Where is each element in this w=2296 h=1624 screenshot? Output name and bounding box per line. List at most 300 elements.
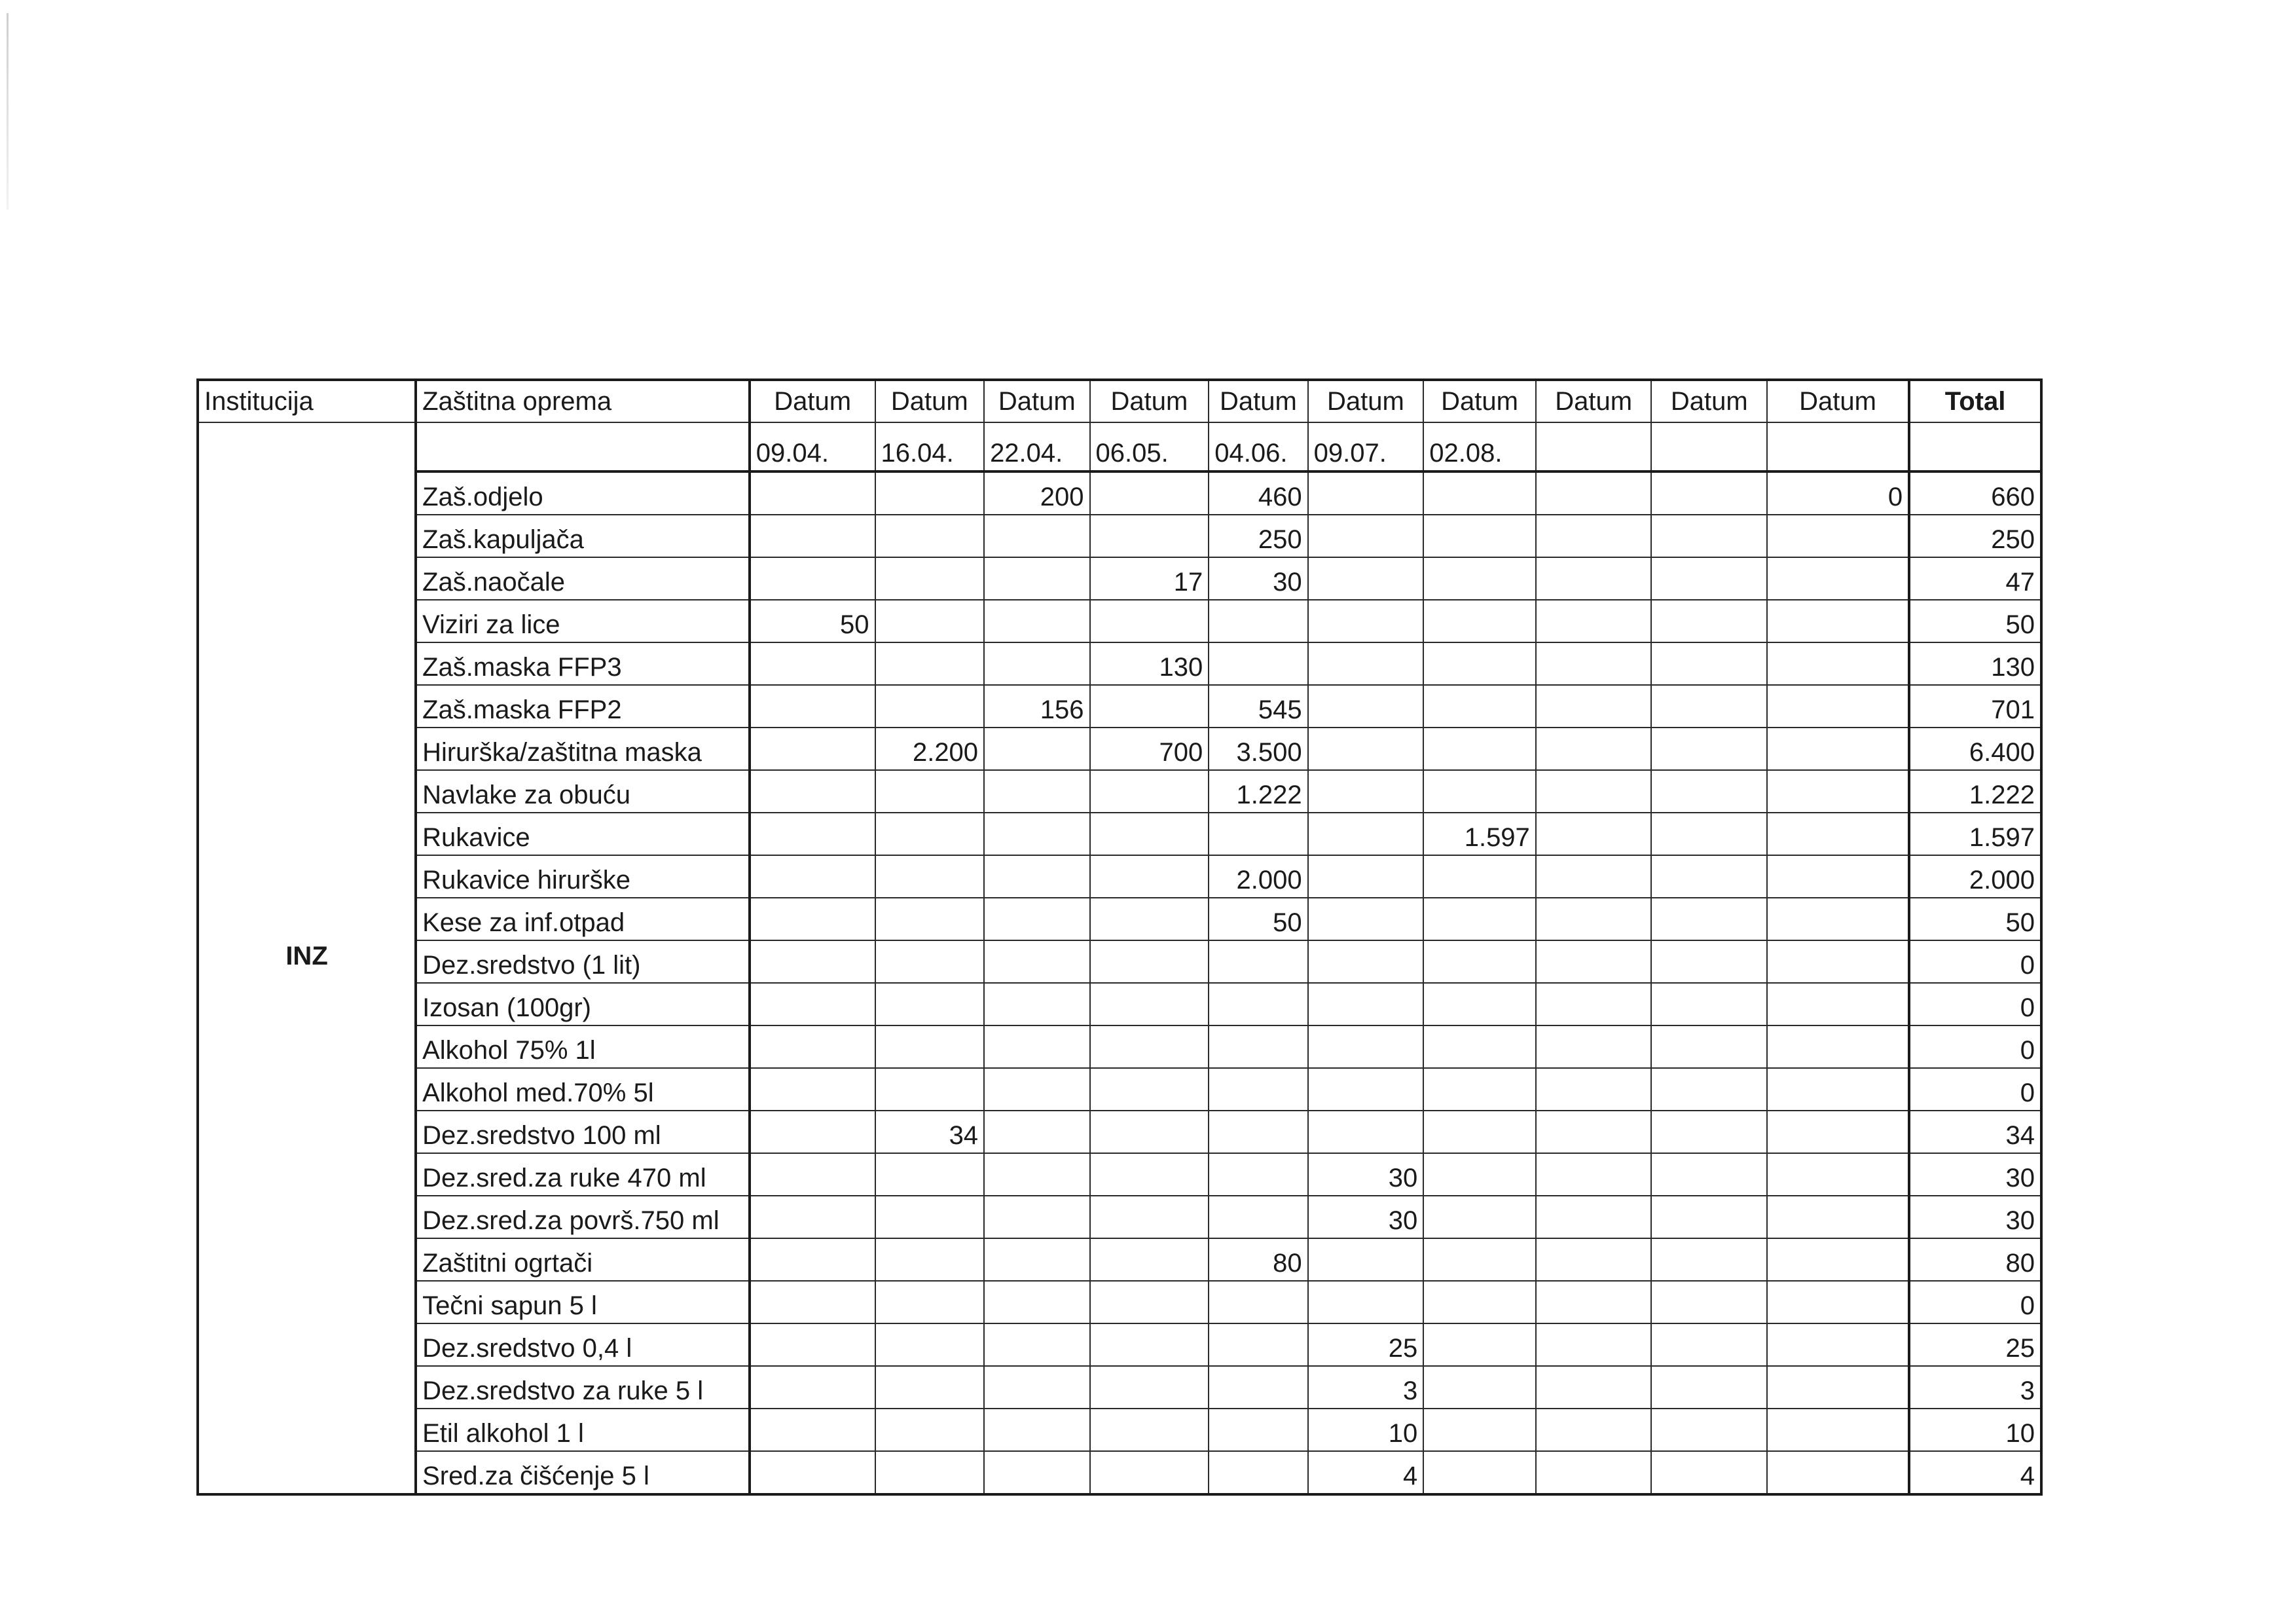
quantity-cell [1536,1238,1652,1281]
total-cell: 3 [1909,1366,2041,1409]
date-header: Datum [1767,380,1909,422]
quantity-cell: 250 [1209,515,1307,557]
item-name: Zaš.odjelo [416,471,750,515]
quantity-cell [1308,813,1424,855]
quantity-cell [1651,1366,1767,1409]
quantity-cell: 2.000 [1209,855,1307,898]
quantity-cell [1651,855,1767,898]
quantity-cell: 156 [984,685,1089,728]
table-row [198,940,2041,983]
quantity-cell [875,1238,985,1281]
quantity-cell [750,1068,875,1111]
item-name: Zaštitni ogrtači [416,1238,750,1281]
quantity-cell [984,1366,1089,1409]
quantity-cell [1536,515,1652,557]
table-row [198,855,2041,898]
quantity-cell [1308,642,1424,685]
quantity-cell [984,1153,1089,1196]
quantity-cell [1423,685,1536,728]
quantity-cell [750,813,875,855]
quantity-cell [1209,1196,1307,1238]
quantity-cell [1090,1366,1209,1409]
date-header: Datum [750,380,875,422]
institution-name: INZ [198,422,416,1494]
quantity-cell [1308,898,1424,940]
quantity-cell [1536,855,1652,898]
quantity-cell: 17 [1090,557,1209,600]
quantity-cell: 700 [1090,728,1209,770]
quantity-cell [1308,770,1424,813]
quantity-cell [1767,557,1909,600]
table-row [198,471,2041,515]
quantity-cell [1423,515,1536,557]
item-name: Alkohol med.70% 5l [416,1068,750,1111]
quantity-cell [1423,600,1536,642]
quantity-cell [1090,898,1209,940]
item-name: Dez.sredstvo 0,4 l [416,1323,750,1366]
quantity-cell [1536,940,1652,983]
quantity-cell [1090,600,1209,642]
item-name: Kese za inf.otpad [416,898,750,940]
quantity-cell: 1.222 [1209,770,1307,813]
quantity-cell [1767,1409,1909,1451]
quantity-cell [1767,898,1909,940]
quantity-cell: 25 [1308,1323,1424,1366]
quantity-cell [1090,855,1209,898]
quantity-cell [1423,728,1536,770]
quantity-cell [750,1281,875,1323]
quantity-cell [750,642,875,685]
table-row [198,1111,2041,1153]
quantity-cell [1767,1366,1909,1409]
quantity-cell [1090,983,1209,1025]
quantity-cell [1308,1111,1424,1153]
table-row [198,983,2041,1025]
quantity-cell [1090,813,1209,855]
quantity-cell [984,1025,1089,1068]
quantity-cell [750,1451,875,1494]
date-header: Datum [1090,380,1209,422]
total-cell: 1.222 [1909,770,2041,813]
quantity-cell [875,940,985,983]
quantity-cell [1090,1153,1209,1196]
quantity-cell: 4 [1308,1451,1424,1494]
equipment-header: Zaštitna oprema [416,380,750,422]
quantity-cell [875,1409,985,1451]
quantity-cell [1767,940,1909,983]
scan-edge-mark [7,13,9,210]
item-name: Rukavice [416,813,750,855]
quantity-cell [875,1281,985,1323]
quantity-cell [1090,1409,1209,1451]
quantity-cell [984,1068,1089,1111]
table-row [198,515,2041,557]
quantity-cell [1090,471,1209,515]
quantity-cell [1651,940,1767,983]
quantity-cell [1651,600,1767,642]
quantity-cell [1767,1323,1909,1366]
total-cell: 30 [1909,1153,2041,1196]
quantity-cell [1308,1281,1424,1323]
date-header: Datum [1536,380,1652,422]
total-cell: 2.000 [1909,855,2041,898]
quantity-cell [1536,1196,1652,1238]
quantity-cell [1308,983,1424,1025]
quantity-cell [875,983,985,1025]
total-cell: 0 [1909,1068,2041,1111]
quantity-cell [1536,728,1652,770]
item-name: Zaš.kapuljača [416,515,750,557]
quantity-cell [1209,1111,1307,1153]
table-row [198,898,2041,940]
table-row [198,1238,2041,1281]
quantity-cell: 1.597 [1423,813,1536,855]
quantity-cell [1209,1323,1307,1366]
quantity-cell [1536,1153,1652,1196]
date-value: 09.04. [750,422,875,471]
quantity-cell [1767,685,1909,728]
table-row [198,1068,2041,1111]
quantity-cell [1767,600,1909,642]
total-cell: 34 [1909,1111,2041,1153]
total-cell: 47 [1909,557,2041,600]
quantity-cell [750,940,875,983]
quantity-cell [1536,600,1652,642]
date-value [1536,422,1652,471]
quantity-cell [1423,898,1536,940]
quantity-cell [875,1025,985,1068]
item-name: Etil alkohol 1 l [416,1409,750,1451]
header-row [198,380,2041,422]
quantity-cell [1308,1238,1424,1281]
quantity-cell [1651,1068,1767,1111]
quantity-cell [750,515,875,557]
quantity-cell: 50 [1209,898,1307,940]
quantity-cell [1651,1153,1767,1196]
quantity-cell [1423,855,1536,898]
quantity-cell [1090,1451,1209,1494]
item-name: Dez.sred.za ruke 470 ml [416,1153,750,1196]
quantity-cell [1308,1068,1424,1111]
quantity-cell [1090,940,1209,983]
quantity-cell [1423,471,1536,515]
quantity-cell [750,1238,875,1281]
total-cell: 10 [1909,1409,2041,1451]
quantity-cell [1767,855,1909,898]
quantity-cell [1090,685,1209,728]
quantity-cell [984,1111,1089,1153]
total-header: Total [1909,380,2041,422]
quantity-cell [1651,557,1767,600]
quantity-cell [1090,1068,1209,1111]
table-row [198,557,2041,600]
date-header: Datum [1308,380,1424,422]
date-value: 22.04. [984,422,1089,471]
quantity-cell [984,515,1089,557]
quantity-cell [1651,983,1767,1025]
quantity-cell [1651,1451,1767,1494]
quantity-cell [984,557,1089,600]
quantity-cell [750,770,875,813]
quantity-cell [1767,1153,1909,1196]
quantity-cell [875,813,985,855]
quantity-cell [1209,1451,1307,1494]
quantity-cell [1536,685,1652,728]
total-cell: 6.400 [1909,728,2041,770]
total-cell: 30 [1909,1196,2041,1238]
quantity-cell [1423,1409,1536,1451]
table-row [198,1366,2041,1409]
date-value: 04.06. [1209,422,1307,471]
item-name: Rukavice hirurške [416,855,750,898]
date-header: Datum [1209,380,1307,422]
quantity-cell [984,855,1089,898]
empty-label-cell [416,422,750,471]
quantity-cell [984,600,1089,642]
quantity-cell [1536,1111,1652,1153]
quantity-cell [1209,1366,1307,1409]
quantity-cell [875,1366,985,1409]
table-row [198,728,2041,770]
quantity-cell [750,1111,875,1153]
total-cell: 130 [1909,642,2041,685]
quantity-cell [984,1196,1089,1238]
date-value: 06.05. [1090,422,1209,471]
quantity-cell [1209,983,1307,1025]
item-name: Dez.sred.za površ.750 ml [416,1196,750,1238]
quantity-cell [1090,1025,1209,1068]
table-row [198,1281,2041,1323]
quantity-cell [1423,770,1536,813]
quantity-cell [875,1451,985,1494]
quantity-cell [1651,515,1767,557]
total-cell: 4 [1909,1451,2041,1494]
quantity-cell [984,1281,1089,1323]
date-value [1651,422,1767,471]
total-cell: 80 [1909,1238,2041,1281]
quantity-cell [1536,1281,1652,1323]
quantity-cell [750,1366,875,1409]
quantity-cell [984,642,1089,685]
empty-total-cell [1909,422,2041,471]
table-row [198,1196,2041,1238]
total-cell: 50 [1909,898,2041,940]
item-name: Viziri za lice [416,600,750,642]
quantity-cell [1308,600,1424,642]
document-sheet [196,378,2043,1496]
dates-row [198,422,2041,471]
table-row [198,1025,2041,1068]
date-value: 09.07. [1308,422,1424,471]
quantity-cell [1090,770,1209,813]
quantity-cell [1651,1238,1767,1281]
item-name: Zaš.maska FFP2 [416,685,750,728]
quantity-cell [1536,898,1652,940]
quantity-cell [1423,1238,1536,1281]
quantity-cell: 50 [750,600,875,642]
quantity-cell [1536,1068,1652,1111]
quantity-cell [1767,1451,1909,1494]
quantity-cell [984,940,1089,983]
quantity-cell [1209,1025,1307,1068]
quantity-cell: 200 [984,471,1089,515]
quantity-cell [750,1409,875,1451]
quantity-cell [750,983,875,1025]
quantity-cell [1308,1025,1424,1068]
quantity-cell [875,770,985,813]
quantity-cell [1308,471,1424,515]
date-value: 02.08. [1423,422,1536,471]
total-cell: 660 [1909,471,2041,515]
date-value: 16.04. [875,422,985,471]
date-value [1767,422,1909,471]
quantity-cell [1209,813,1307,855]
total-cell: 0 [1909,940,2041,983]
quantity-cell [1536,1409,1652,1451]
item-name: Zaš.naočale [416,557,750,600]
item-name: Hirurška/zaštitna maska [416,728,750,770]
quantity-cell [1423,642,1536,685]
table-row [198,600,2041,642]
quantity-cell [1308,557,1424,600]
quantity-cell [1536,1451,1652,1494]
quantity-cell [1209,1281,1307,1323]
quantity-cell [1423,1153,1536,1196]
quantity-cell: 3 [1308,1366,1424,1409]
quantity-cell: 545 [1209,685,1307,728]
item-name: Navlake za obuću [416,770,750,813]
quantity-cell [1423,983,1536,1025]
quantity-cell [1209,1068,1307,1111]
quantity-cell [875,685,985,728]
quantity-cell [1536,471,1652,515]
date-header: Datum [984,380,1089,422]
quantity-cell [750,855,875,898]
quantity-cell [1090,1111,1209,1153]
quantity-cell [1423,557,1536,600]
quantity-cell [1536,557,1652,600]
quantity-cell: 460 [1209,471,1307,515]
equipment-table [196,378,2043,1496]
quantity-cell [1423,1366,1536,1409]
quantity-cell [1651,1025,1767,1068]
quantity-cell: 130 [1090,642,1209,685]
table-body [198,380,2041,1494]
quantity-cell [1651,471,1767,515]
quantity-cell: 2.200 [875,728,985,770]
quantity-cell [1423,1451,1536,1494]
quantity-cell [875,515,985,557]
quantity-cell [984,1409,1089,1451]
quantity-cell [1536,642,1652,685]
quantity-cell: 30 [1209,557,1307,600]
quantity-cell [750,1323,875,1366]
total-cell: 0 [1909,983,2041,1025]
quantity-cell [1308,515,1424,557]
quantity-cell [1423,1323,1536,1366]
quantity-cell [1651,642,1767,685]
institution-header: Institucija [198,380,416,422]
quantity-cell [750,1153,875,1196]
date-header: Datum [1651,380,1767,422]
quantity-cell [1651,1323,1767,1366]
quantity-cell [1767,728,1909,770]
quantity-cell [1651,1111,1767,1153]
quantity-cell [1308,685,1424,728]
date-header: Datum [875,380,985,422]
quantity-cell [1308,728,1424,770]
quantity-cell [984,813,1089,855]
quantity-cell [1090,1323,1209,1366]
quantity-cell [750,557,875,600]
quantity-cell [750,1196,875,1238]
quantity-cell [1423,1281,1536,1323]
quantity-cell [1651,770,1767,813]
quantity-cell [875,855,985,898]
total-cell: 701 [1909,685,2041,728]
quantity-cell [1536,1366,1652,1409]
quantity-cell [750,471,875,515]
total-cell: 0 [1909,1025,2041,1068]
quantity-cell [1209,940,1307,983]
table-row [198,813,2041,855]
quantity-cell [875,642,985,685]
quantity-cell [1090,1196,1209,1238]
quantity-cell [1767,1281,1909,1323]
quantity-cell [1423,1111,1536,1153]
quantity-cell [1536,1025,1652,1068]
quantity-cell [1536,1323,1652,1366]
quantity-cell [1651,685,1767,728]
quantity-cell [1767,1111,1909,1153]
quantity-cell: 34 [875,1111,985,1153]
quantity-cell [750,898,875,940]
quantity-cell [1767,1196,1909,1238]
quantity-cell [1536,813,1652,855]
quantity-cell [1308,940,1424,983]
quantity-cell [875,600,985,642]
item-name: Zaš.maska FFP3 [416,642,750,685]
quantity-cell [1651,1281,1767,1323]
quantity-cell [750,728,875,770]
total-cell: 50 [1909,600,2041,642]
date-header: Datum [1423,380,1536,422]
quantity-cell: 10 [1308,1409,1424,1451]
quantity-cell [1423,1068,1536,1111]
quantity-cell [1209,642,1307,685]
quantity-cell [1767,813,1909,855]
quantity-cell [1651,1196,1767,1238]
quantity-cell [750,1025,875,1068]
quantity-cell [1536,983,1652,1025]
quantity-cell [1651,813,1767,855]
table-row [198,642,2041,685]
quantity-cell [1209,1409,1307,1451]
quantity-cell [1767,642,1909,685]
quantity-cell [875,1196,985,1238]
quantity-cell: 3.500 [1209,728,1307,770]
quantity-cell [875,1323,985,1366]
item-name: Sred.za čišćenje 5 l [416,1451,750,1494]
table-row [198,1323,2041,1366]
item-name: Dez.sredstvo (1 lit) [416,940,750,983]
item-name: Dez.sredstvo za ruke 5 l [416,1366,750,1409]
quantity-cell: 0 [1767,471,1909,515]
quantity-cell [1090,515,1209,557]
quantity-cell [1423,1196,1536,1238]
quantity-cell [1767,515,1909,557]
item-name: Alkohol 75% 1l [416,1025,750,1068]
